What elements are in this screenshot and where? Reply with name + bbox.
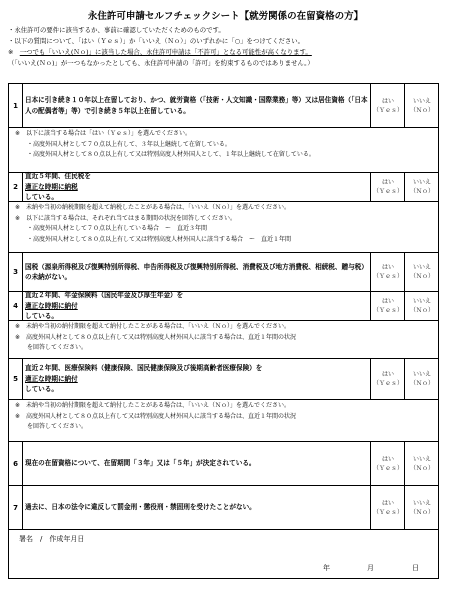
yes-option[interactable]: はい （Ｙｅｓ）: [370, 253, 405, 291]
intro-line: ・永住許可の要件に該当するか、事前に確認していただくためのものです。: [8, 26, 225, 34]
no-option[interactable]: いいえ （Ｎｏ）: [404, 486, 439, 529]
question-row-2: [9, 172, 438, 201]
month-label: 月: [367, 564, 374, 572]
question-row-6: [9, 441, 438, 485]
no-option[interactable]: いいえ （Ｎｏ）: [404, 442, 439, 485]
signature-label: 署名 / 作成年月日: [19, 535, 85, 543]
question-number: 4: [9, 292, 23, 320]
intro-line: （「いいえ(Ｎｏ)」が一つもなかったとしても、永住許可申請の「許可」を約束するものではありません。）: [8, 59, 314, 67]
question-number: 6: [9, 442, 23, 485]
question-note: ※ 未納や当初の納税期限を超えて納税したことがある場合は、「いいえ（Ｎｏ）」を選んでください。 ※ 以下に該当する場合は、それぞれ当てはまる期間の状況を回答してください。 ・高度外国人材として７０点以上有している場合 ー 直近３年間 ・高度外国人材として８０点以上有して又は特別高度人材外国人に該当する場合 ー 直近１年間: [9, 201, 438, 252]
question-note: ※ 未納や当初の納付期限を超えて納付したことがある場合は、「いいえ（Ｎｏ）」を選んでください。 ※ 高度外国人材として８０点以上有して又は特別高度人材外国人に該当する場合は、直近１年間の状況 を回答してください。: [9, 320, 438, 358]
intro-line: ・以下の質問について、「はい（Ｙｅｓ）」か「いいえ（Ｎｏ）」のいずれかに「○」をつけてください。: [8, 37, 305, 45]
signature-section[interactable]: [9, 529, 438, 578]
question-row-3: [9, 252, 438, 291]
year-label: 年: [323, 564, 330, 572]
question-text: 直近２年間、年金保険料（国民年金及び厚生年金）を 適正な時期に納付 している。: [25, 291, 184, 321]
yes-option[interactable]: はい （Ｙｅｓ）: [370, 292, 405, 320]
no-option[interactable]: いいえ （Ｎｏ）: [404, 173, 439, 201]
question-text: 直近５年間、住民税を 適正な時期に納税 している。: [25, 172, 91, 202]
no-option[interactable]: いいえ （Ｎｏ）: [404, 253, 439, 291]
question-note: ※ 未納や当初の納付期限を超えて納付したことがある場合は、「いいえ（Ｎｏ）」を選んでください。 ※ 高度外国人材として８０点以上有して又は特別高度人材外国人に該当する場合は、直近１年間の状況 を回答してください。: [9, 399, 438, 441]
question-text: 現在の在留資格について、在留期間「３年」又は「５年」が決定されている。: [25, 459, 256, 468]
question-text: 国税（源泉所得税及び復興特別所得税、申告所得税及び復興特別所得税、消費税及び地方消費税、相続税、贈与税）の未納がない。: [25, 262, 368, 281]
question-number: 1: [9, 84, 23, 127]
day-label: 日: [412, 564, 419, 572]
question-text: 日本に引き続き１０年以上在留しており、かつ、就労資格（「技術・人文知識・国際業務」等）又は居住資格（「日本人の配偶者等」等）で引き続き５年以上在留している。: [25, 96, 368, 115]
no-option[interactable]: いいえ （Ｎｏ）: [404, 84, 439, 127]
question-note: ※ 以下に該当する場合は「はい（Ｙｅｓ）」を選んでください。 ・高度外国人材として７０点以上有して、３年以上継続して在留している。 ・高度外国人材として８０点以上有して又は特別高度人材外国人として、１年以上継続して在留している。: [9, 127, 438, 172]
question-row-5: [9, 358, 438, 399]
yes-option[interactable]: はい （Ｙｅｓ）: [370, 442, 405, 485]
intro-warning: ※ 一つでも「いいえ(Ｎｏ)」に該当した場合、永住許可申請は「不許可」となる可能性が高くなります。: [8, 48, 312, 56]
yes-option[interactable]: はい （Ｙｅｓ）: [370, 173, 405, 201]
question-number: 7: [9, 486, 23, 529]
yes-option[interactable]: はい （Ｙｅｓ）: [370, 84, 405, 127]
question-text: 直近２年間、医療保険料（健康保険、国民健康保険及び後期高齢者医療保険）を 適正な時期に納付 している。: [25, 364, 263, 394]
yes-option[interactable]: はい （Ｙｅｓ）: [370, 359, 405, 399]
question-number: 2: [9, 173, 23, 201]
question-text: 過去に、日本の法令に違反して罰金刑・懲役刑・禁固刑を受けたことがない。: [25, 503, 256, 512]
question-row-4: [9, 291, 438, 320]
question-row-1: [9, 84, 438, 127]
page-title: 永住許可申請セルフチェックシート【就労関係の在留資格の方】: [87, 11, 364, 22]
no-option[interactable]: いいえ （Ｎｏ）: [404, 292, 439, 320]
checklist-table: [8, 83, 439, 579]
question-number: 5: [9, 359, 23, 399]
yes-option[interactable]: はい （Ｙｅｓ）: [370, 486, 405, 529]
question-number: 3: [9, 253, 23, 291]
intro-instructions: [8, 25, 446, 69]
no-option[interactable]: いいえ （Ｎｏ）: [404, 359, 439, 399]
question-row-7: [9, 485, 438, 529]
